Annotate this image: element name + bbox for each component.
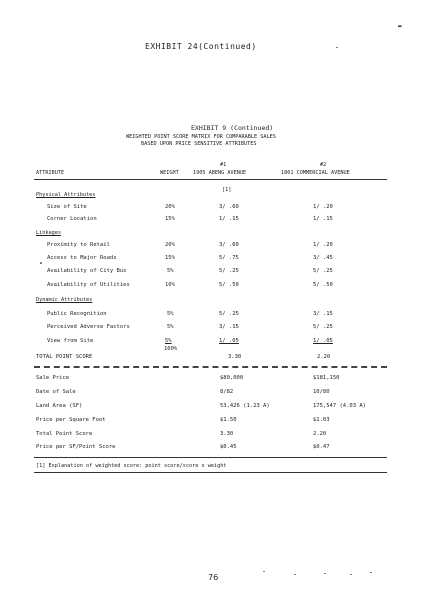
date-of-sale-label: Date of Sale: [36, 389, 76, 395]
page-number: 76: [208, 573, 219, 582]
scan-speck: [324, 573, 326, 574]
row-weight-view-from-site: 5%: [165, 338, 172, 344]
dashed-separator: [34, 366, 387, 368]
note-marker: [1]: [222, 187, 232, 193]
row-label-perceived-adverse-factors: Perceived Adverse Factors: [47, 324, 130, 330]
total-point-score-row-c1: 3.30: [220, 431, 234, 437]
row-label-public-recognition: Public Recognition: [47, 311, 107, 317]
total-point-score-c2: 2.20: [317, 354, 331, 360]
row-c2-view-from-site: 1/ .05: [313, 338, 333, 344]
corner-mark: ▬: [398, 22, 402, 29]
scan-speck: [40, 262, 42, 264]
section-heading-dynamic: Dynamic Attributes: [36, 297, 93, 303]
date-of-sale-c1: 8/82: [220, 389, 234, 395]
row-c2-availability-of-city-bus: 5/ .25: [313, 268, 333, 274]
row-weight-availability-of-city-bus: 5%: [167, 268, 174, 274]
row-label-availability-of-utilities: Availability of Utilities: [47, 282, 130, 288]
section-heading-physical: Physical Attributes: [36, 192, 96, 198]
row-c2-access-to-major-roads: 3/ .45: [313, 255, 333, 261]
row-label-view-from-site: View from Site: [47, 338, 94, 344]
row-c1-size-of-site: 3/ .60: [219, 204, 239, 210]
sale-price-label: Sale Price: [36, 375, 70, 381]
matrix-subtitle-1: WEIGHTED POINT SCORE MATRIX FOR COMPARABLE SALES: [126, 134, 276, 140]
total-point-score-row-c2: 2.20: [313, 431, 327, 437]
row-c1-proximity-to-retail: 3/ .60: [219, 242, 239, 248]
land-area-c2: 175,547 (4.03 A): [313, 403, 366, 409]
row-c1-corner-location: 1/ .15: [219, 216, 239, 222]
top-exhibit-title: EXHIBIT 24(Continued): [145, 42, 257, 51]
row-label-corner-location: Corner Location: [47, 216, 97, 222]
row-label-access-to-major-roads: Access to Major Roads: [47, 255, 117, 261]
row-c2-corner-location: 1/ .15: [313, 216, 333, 222]
footer-rule-top: [34, 457, 387, 458]
column-header-1801-commercial: 1801 COMMERCIAL AVENUE: [281, 170, 350, 176]
price-per-sf-point-score-label: Price per SF/Point Score: [36, 444, 116, 450]
exhibit-title: EXHIBIT 9 (Continued): [191, 124, 274, 132]
footer-rule-bottom: [34, 472, 387, 473]
row-c1-availability-of-city-bus: 5/ .25: [219, 268, 239, 274]
row-weight-access-to-major-roads: 15%: [165, 255, 175, 261]
row-weight-proximity-to-retail: 20%: [165, 242, 175, 248]
row-weight-public-recognition: 5%: [167, 311, 174, 317]
sale-price-c2: $181,150: [313, 375, 340, 381]
price-per-sf-point-score-c1: $0.45: [220, 444, 237, 450]
row-c1-perceived-adverse-factors: 3/ .15: [219, 324, 239, 330]
land-area-label: Land Area (SF): [36, 403, 83, 409]
row-c1-view-from-site: 1/ .05: [219, 338, 239, 344]
scan-speck: [294, 574, 296, 575]
column-header-weight: WEIGHT: [160, 170, 179, 176]
section-heading-linkages: Linkages: [36, 230, 61, 236]
sale-price-c1: $80,000: [220, 375, 244, 381]
scan-speck: [350, 574, 352, 575]
price-per-square-foot-c2: $1.03: [313, 417, 330, 423]
row-c2-size-of-site: 1/ .20: [313, 204, 333, 210]
row-c1-public-recognition: 5/ .25: [219, 311, 239, 317]
weight-total: 100%: [164, 346, 178, 352]
price-per-square-foot-c1: $1.50: [220, 417, 237, 423]
header-rule: [34, 179, 387, 180]
row-weight-size-of-site: 20%: [165, 204, 175, 210]
scan-speck: [263, 571, 265, 572]
row-c2-public-recognition: 3/ .15: [313, 311, 333, 317]
column-1-number: #1: [220, 162, 227, 168]
row-weight-perceived-adverse-factors: 5%: [167, 324, 174, 330]
row-c2-perceived-adverse-factors: 5/ .25: [313, 324, 333, 330]
matrix-subtitle-2: BASED UPON PRICE SENSITIVE ATTRIBUTES: [141, 141, 257, 147]
total-point-score-c1: 3.30: [228, 354, 242, 360]
row-weight-availability-of-utilities: 10%: [165, 282, 175, 288]
row-label-availability-of-city-bus: Availability of City Bus: [47, 268, 127, 274]
scan-speck: [370, 572, 372, 573]
row-c2-proximity-to-retail: 1/ .20: [313, 242, 333, 248]
total-point-score-row-label: Total Point Score: [36, 431, 93, 437]
row-c2-availability-of-utilities: 5/ .50: [313, 282, 333, 288]
column-header-1905-abeng: 1905 ABENG AVENUE: [193, 170, 247, 176]
price-per-sf-point-score-c2: $0.47: [313, 444, 330, 450]
date-of-sale-c2: 10/80: [313, 389, 330, 395]
row-weight-corner-location: 15%: [165, 216, 175, 222]
row-label-proximity-to-retail: Proximity to Retail: [47, 242, 110, 248]
footnote: [1] Explanation of weighted score: point score/score x weight: [36, 463, 227, 469]
column-header-attribute: ATTRIBUTE: [36, 170, 65, 176]
land-area-c1: 53,426 (1.23 A): [220, 403, 270, 409]
row-label-size-of-site: Size of Site: [47, 204, 87, 210]
row-c1-access-to-major-roads: 5/ .75: [219, 255, 239, 261]
row-c1-availability-of-utilities: 5/ .50: [219, 282, 239, 288]
price-per-square-foot-label: Price per Square Foot: [36, 417, 106, 423]
total-point-score-label: TOTAL POINT SCORE: [36, 354, 93, 360]
scan-speck: [336, 47, 338, 48]
column-2-number: #2: [320, 162, 327, 168]
